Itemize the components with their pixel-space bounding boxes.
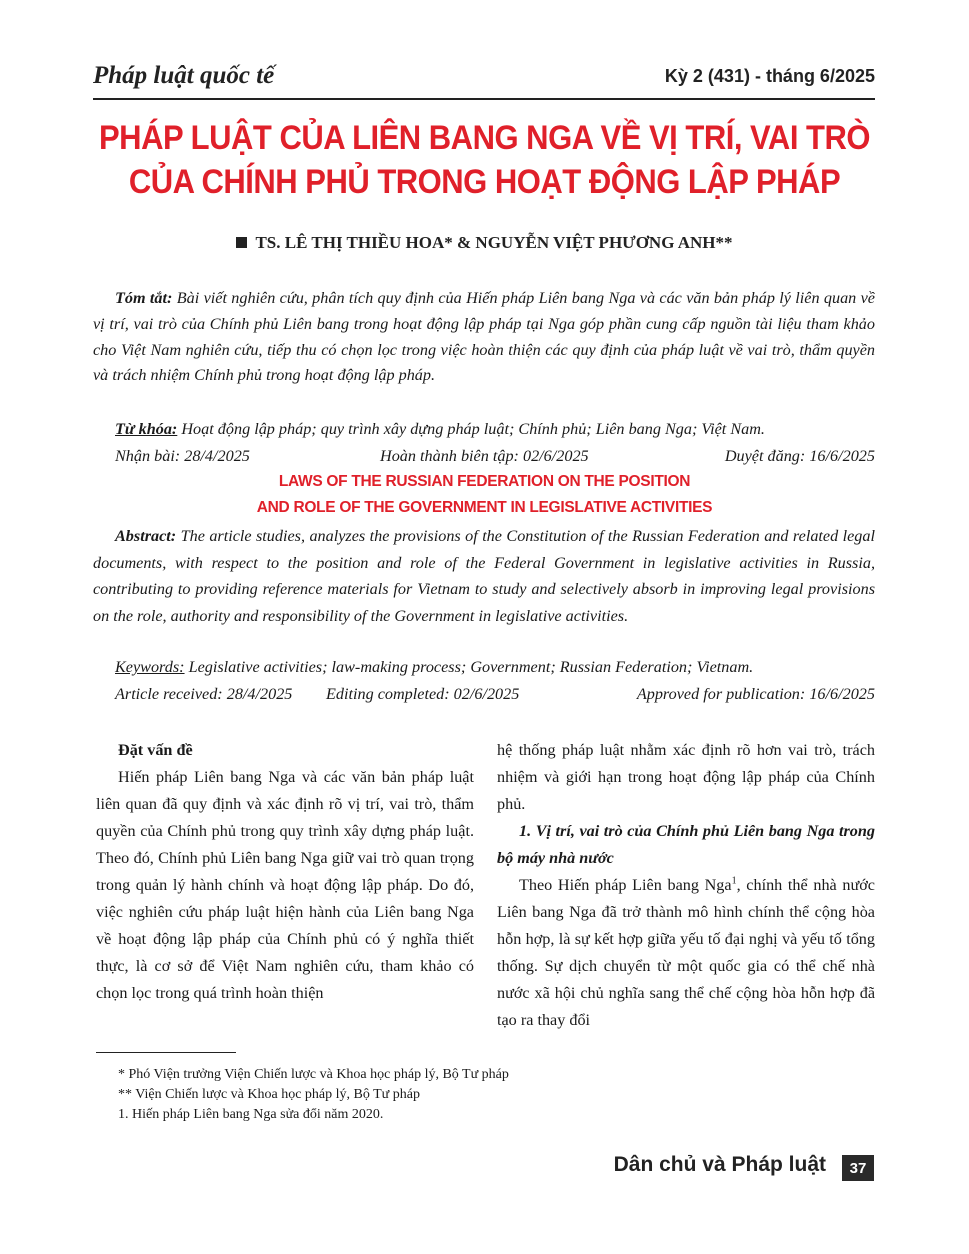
authors: TS. LÊ THỊ THIỀU HOA* & NGUYỄN VIỆT PHƯƠNG ANH** <box>255 233 733 252</box>
article-title-line1: PHÁP LUẬT CỦA LIÊN BANG NGA VỀ VỊ TRÍ, VAI TRÒ <box>99 118 870 157</box>
keywords-en <box>115 658 875 677</box>
edited-date-vi: Hoàn thành biên tập: 02/6/2025 <box>380 447 589 465</box>
footnotes <box>118 1065 718 1125</box>
running-header <box>93 62 875 100</box>
section1-text-b: , chính thể nhà nước Liên bang Nga đã trở thành mô hình chính thể cộng hòa hỗn hợp, là sự kết hợp giữa yếu tố đại nghị và yếu tố tổng thống. Sự dịch chuyển từ một quốc gia có thể chế nhà nước xã hội chủ nghĩa sang thể chế cộng hòa hỗn hợp đã tạo ra thay đổi <box>497 876 875 1029</box>
footer-journal-name: Dân chủ và Pháp luật <box>613 1153 826 1176</box>
dates-en <box>115 685 875 707</box>
approved-date-vi: Duyệt đăng: 16/6/2025 <box>724 447 875 465</box>
page-number: 37 <box>842 1155 874 1181</box>
keywords-en-label: Keywords: <box>115 658 185 676</box>
summary-text: Bài viết nghiên cứu, phân tích quy định của Hiến pháp Liên bang Nga và các văn bản pháp lý liên quan về vị trí, vai trò của Chính phủ Liên bang trong hoạt động lập pháp tại Nga góp phần cung cấp nguồn tài liệu tham khảo cho Việt Nam nghiên cứu, tiếp thu có chọn lọc trong việc hoàn thiện các quy định của pháp luật về vai trò, thẩm quyền và trách nhiệm Chính phủ trong hoạt động lập pháp. <box>93 289 875 385</box>
abstract-text: The article studies, analyzes the provisions of the Constitution of the Russian Federation and related legal documents, with respect to the position and role of the Federal Government in legislative activities in Russia, contributing to providing reference materials for Vietnam to study and selectively absorb in improving legal provisions on the role, authority and responsibility of the Government in legislative activities. <box>93 527 875 625</box>
dates-vi <box>115 447 875 469</box>
intro-paragraph: Hiến pháp Liên bang Nga và các văn bản pháp luật liên quan đã quy định và xác định rõ vị trí, vai trò, thẩm quyền của Chính phủ trong quy trình xây dựng pháp luật. Theo đó, Chính phủ Liên bang Nga giữ vai trò quan trọng trong quản lý hành chính và hoạt động lập pháp. Do đó, việc nghiên cứu pháp luật hiện hành của Liên bang Nga về hoạt động lập pháp của Chính phủ có ý nghĩa thiết thực, là cơ sở để Việt Nam nghiên cứu, tham khảo có chọn lọc trong quá trình hoàn thiện <box>96 768 474 1002</box>
authors-line <box>60 233 909 253</box>
abstract-label: Abstract: <box>115 527 177 545</box>
english-title-line1: LAWS OF THE RUSSIAN FEDERATION ON THE POSITION <box>278 473 691 490</box>
footnote-3: 1. Hiến pháp Liên bang Nga sửa đổi năm 2020. <box>118 1107 384 1122</box>
keywords-vi-label: Từ khóa: <box>115 420 178 438</box>
body-column-left <box>96 737 474 1007</box>
keywords-vi <box>115 420 875 439</box>
edited-date-en: Editing completed: 02/6/2025 <box>326 685 520 703</box>
journal-section: Pháp luật quốc tế <box>93 62 275 89</box>
abstract-en <box>93 523 875 629</box>
summary-vi <box>93 286 875 389</box>
body-column-right <box>497 737 875 1034</box>
footnote-2: ** Viện Chiến lược và Khoa học pháp lý, Bộ Tư pháp <box>118 1087 420 1102</box>
keywords-vi-text: Hoạt động lập pháp; quy trình xây dựng pháp luật; Chính phủ; Liên bang Nga; Việt Nam. <box>177 420 765 438</box>
issue-label: Kỳ 2 (431) - tháng 6/2025 <box>664 66 875 86</box>
received-date-en: Article received: 28/4/2025 <box>115 685 293 703</box>
square-bullet-icon <box>236 237 247 248</box>
section1-heading: 1. Vị trí, vai trò của Chính phủ Liên bang Nga trong bộ máy nhà nước <box>497 822 875 867</box>
english-title <box>60 469 909 521</box>
summary-label: Tóm tắt: <box>115 289 173 307</box>
intro-continued: hệ thống pháp luật nhằm xác định rõ hơn vai trò, trách nhiệm và giới hạn trong hoạt động lập pháp của Chính phủ. <box>497 741 875 813</box>
english-title-line2: AND ROLE OF THE GOVERNMENT IN LEGISLATIVE ACTIVITIES <box>256 499 713 516</box>
intro-heading: Đặt vấn đề <box>118 741 193 759</box>
footnote-ref-1[interactable]: 1 <box>731 875 737 887</box>
section1-paragraph <box>497 872 875 1034</box>
keywords-en-text: Legislative activities; law-making process; Government; Russian Federation; Vietnam. <box>184 658 754 676</box>
footnote-divider <box>96 1052 236 1053</box>
section1-text-a: Theo Hiến pháp Liên bang Nga <box>519 876 732 894</box>
received-date-vi: Nhận bài: 28/4/2025 <box>115 447 250 465</box>
approved-date-en: Approved for publication: 16/6/2025 <box>636 685 875 703</box>
article-title <box>60 116 909 204</box>
footnote-1: * Phó Viện trưởng Viện Chiến lược và Khoa học pháp lý, Bộ Tư pháp <box>118 1067 509 1082</box>
article-title-line2: CỦA CHÍNH PHỦ TRONG HOẠT ĐỘNG LẬP PHÁP <box>128 162 841 201</box>
